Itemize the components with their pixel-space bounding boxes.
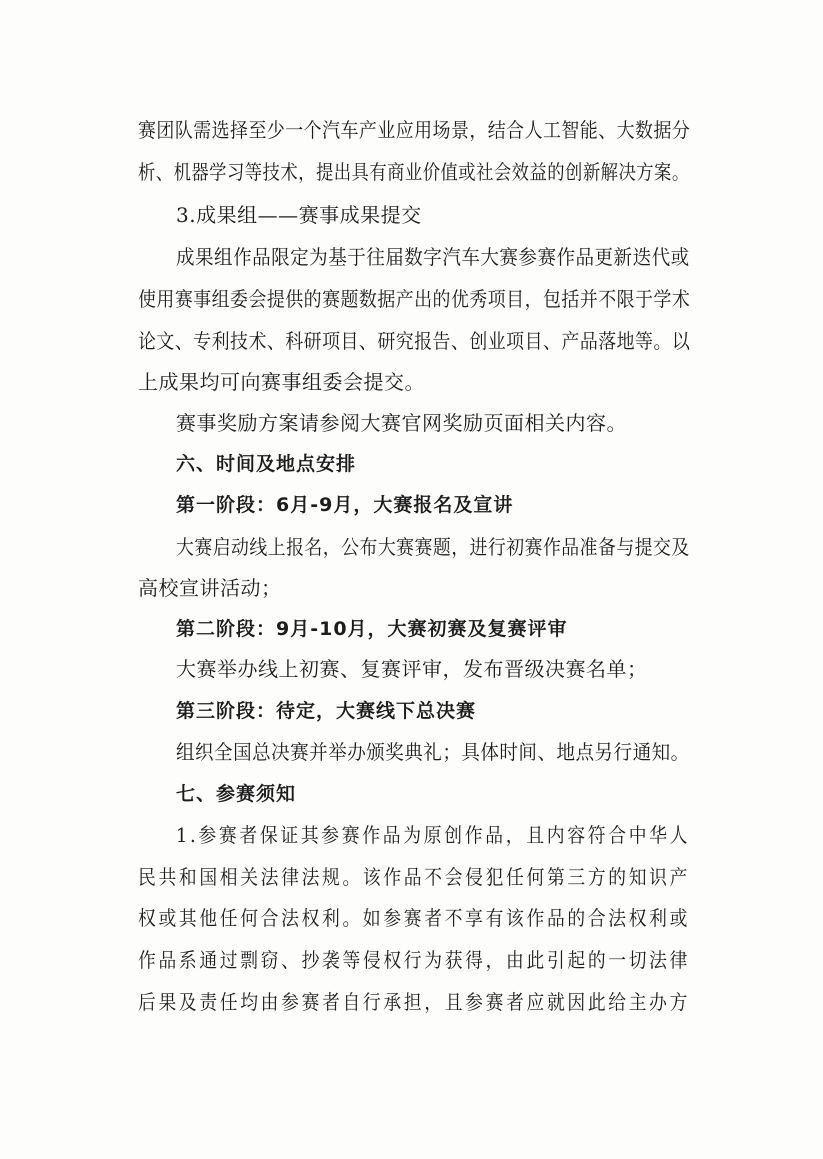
body-text-line: 上成果均可向赛事组委会提交。: [138, 370, 425, 394]
body-text-line: 赛团队需选择至少一个汽车产业应用场景，结合人工智能、大数据分: [138, 118, 691, 142]
body-text-line: 权或其他任何合法权利。如参赛者不享有该作品的合法权利或: [138, 906, 691, 930]
body-text-line: 作品系通过剽窃、抄袭等侵权行为获得，由此引起的一切法律: [138, 948, 691, 972]
body-text-line: 成果组作品限定为基于往届数字汽车大赛参赛作品更新迭代或: [176, 245, 690, 269]
body-text-line: 析、机器学习等技术，提出具有商业价值或社会效益的创新解决方案。: [138, 160, 690, 184]
section-heading-notice: 七、参赛须知: [176, 783, 297, 805]
section-heading-schedule: 六、时间及地点安排: [176, 453, 357, 475]
body-text-line: 大赛启动线上报名，公布大赛赛题，进行初赛作品准备与提交及: [176, 535, 690, 559]
phase-three-heading: 第三阶段：待定，大赛线下总决赛: [176, 700, 477, 722]
body-text-line: 大赛举办线上初赛、复赛评审，发布晋级决赛名单；: [176, 657, 648, 681]
body-text-line: 使用赛事组委会提供的赛题数据产出的优秀项目，包括并不限于学术: [138, 287, 691, 311]
phase-one-heading: 第一阶段：6月-9月，大赛报名及宣讲: [176, 494, 514, 516]
body-text-line: 论文、专利技术、科研项目、研究报告、创业项目、产品落地等。以: [138, 329, 691, 353]
body-text-line: 后果及责任均由参赛者自行承担，且参赛者应就因此给主办方: [138, 990, 691, 1014]
body-text-line: 1.参赛者保证其参赛作品为原创作品，且内容符合中华人: [176, 823, 691, 847]
body-text-line: 组织全国总决赛并举办颁奖典礼；具体时间、地点另行通知。: [176, 740, 690, 764]
body-text-line: 民共和国相关法律法规。该作品不会侵犯任何第三方的知识产: [138, 865, 691, 889]
phase-two-heading: 第二阶段：9月-10月，大赛初赛及复赛评审: [176, 618, 568, 640]
subsection-heading: 3.成果组——赛事成果提交: [176, 203, 422, 227]
body-text-line: 高校宣讲活动；: [138, 576, 282, 600]
body-text-line: 赛事奖励方案请参阅大赛官网奖励页面相关内容。: [176, 411, 627, 435]
